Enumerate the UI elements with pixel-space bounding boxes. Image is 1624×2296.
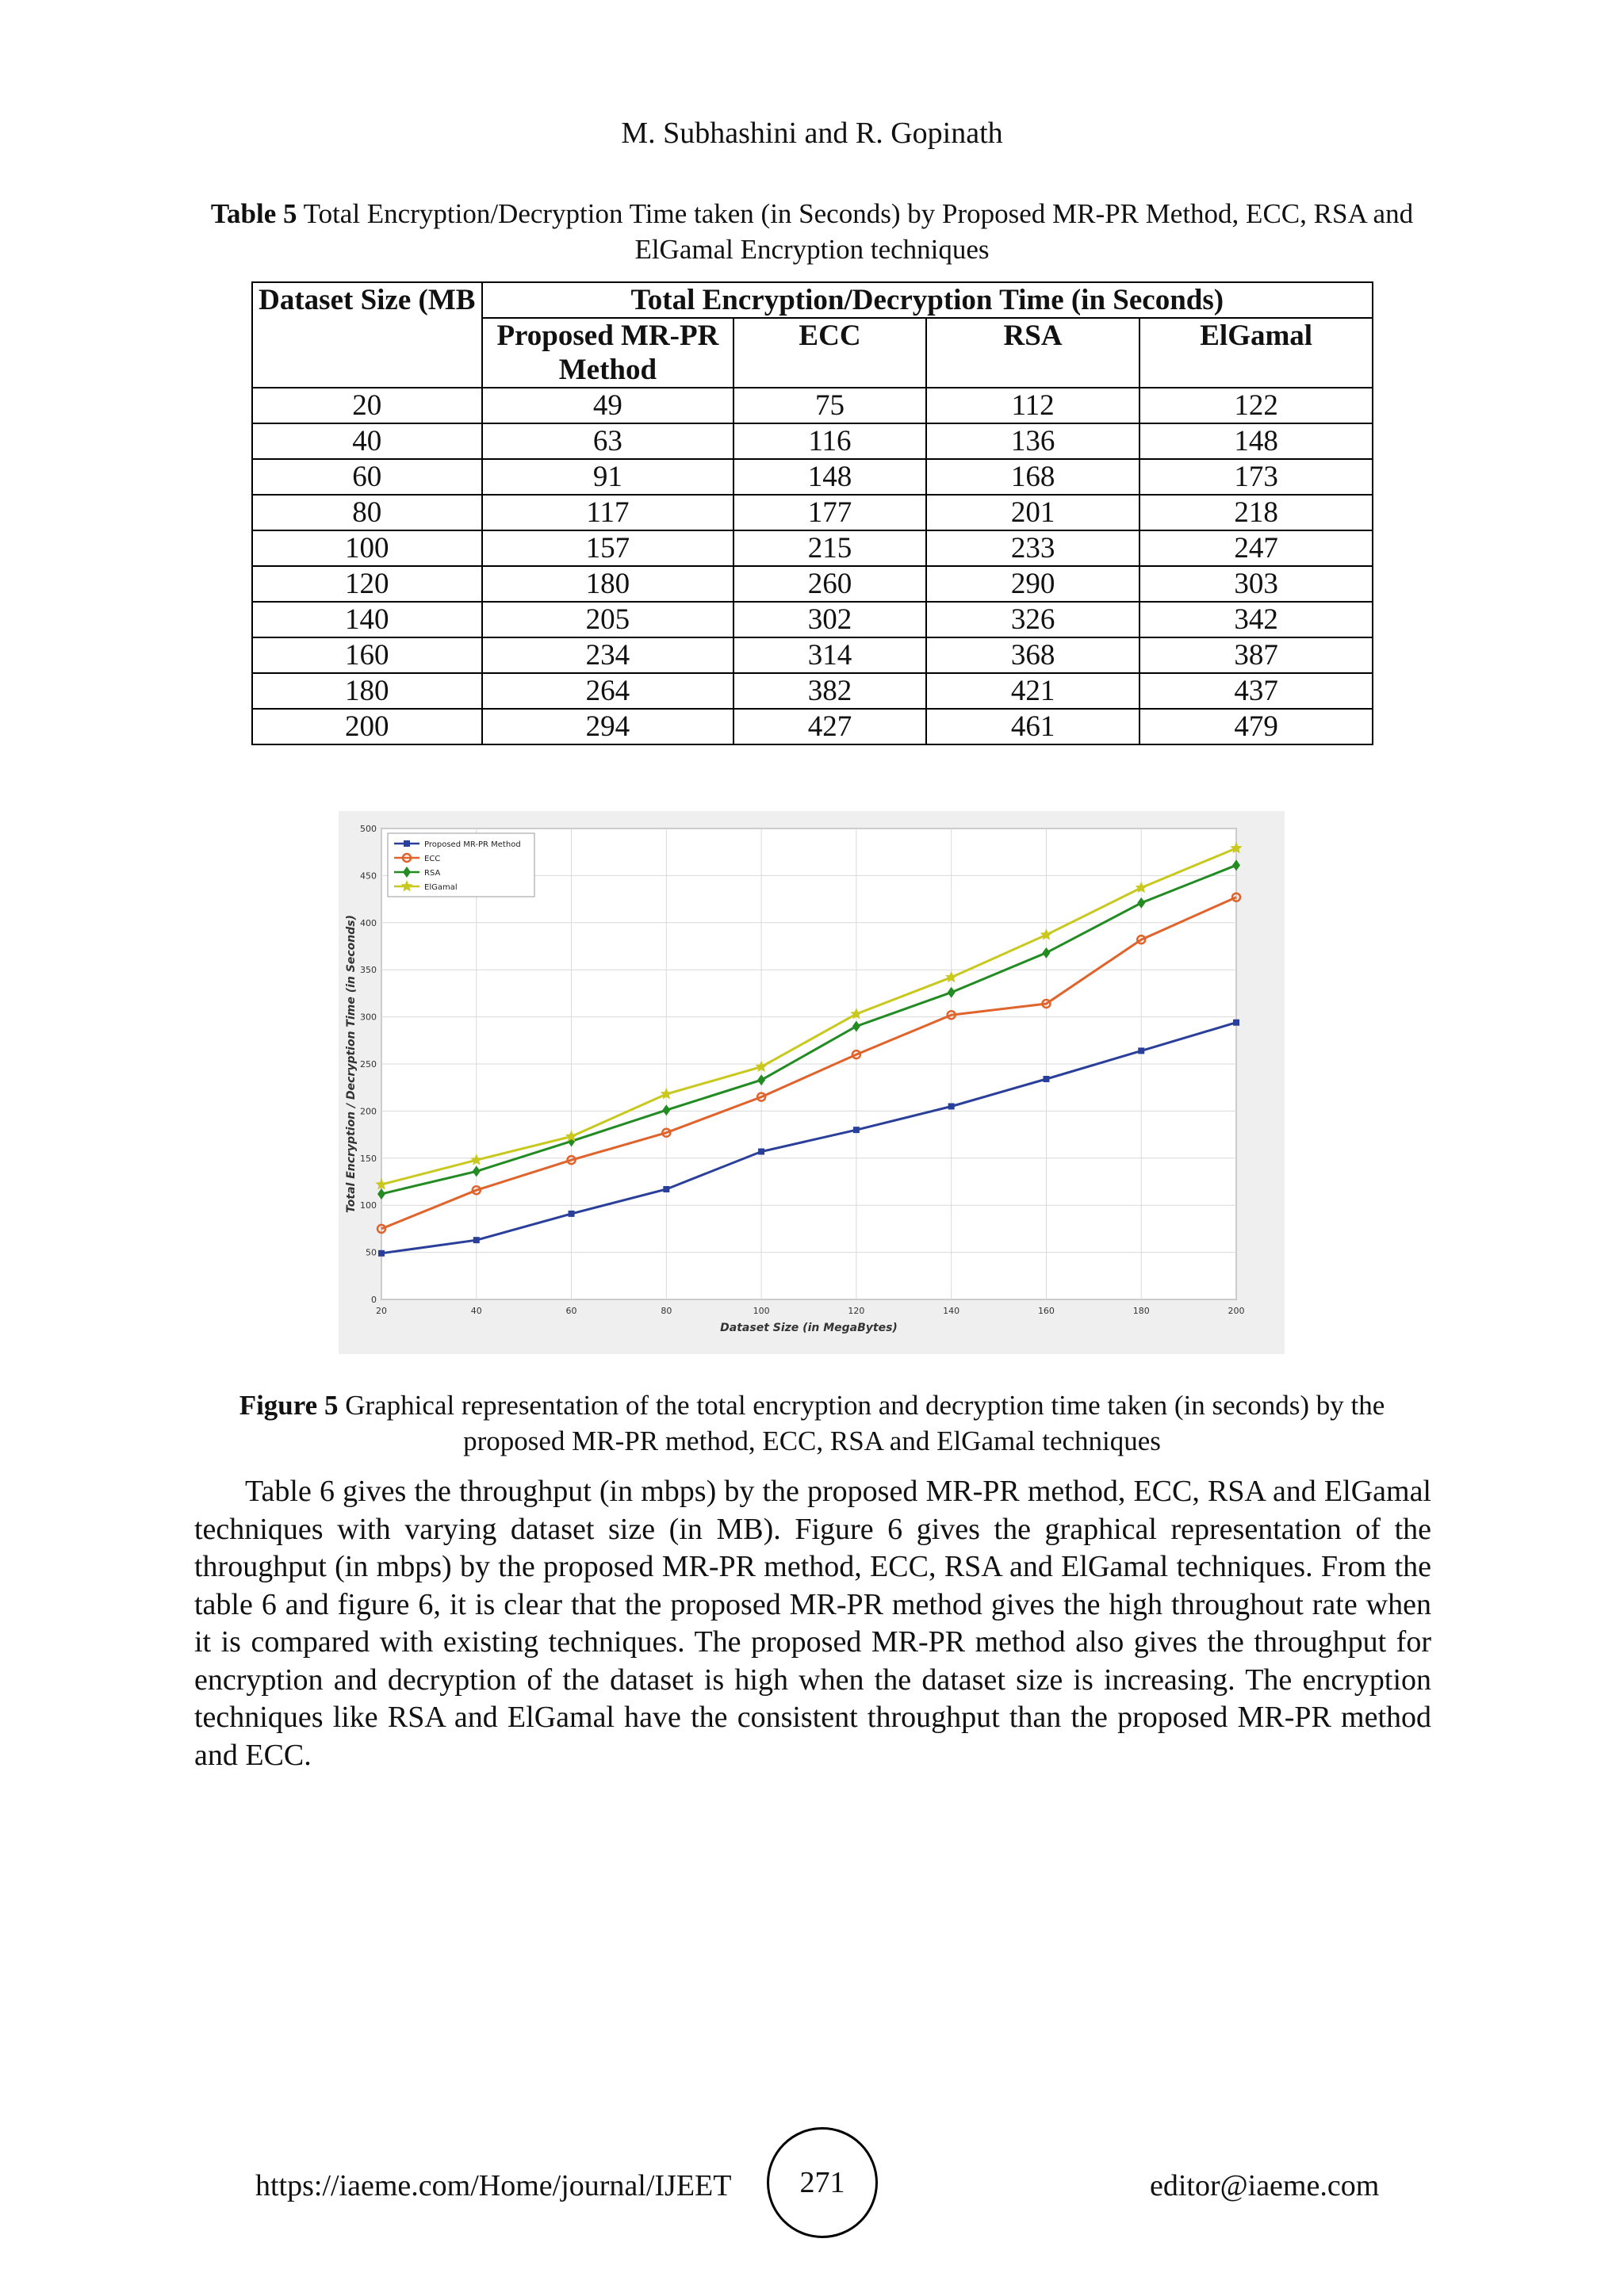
- table-5: [251, 281, 1373, 745]
- table-cell: 314: [733, 637, 926, 673]
- table-cell: 49: [482, 388, 734, 423]
- series-proposed-mr-pr-method-point: [569, 1211, 575, 1217]
- running-header-authors: M. Subhashini and R. Gopinath: [621, 117, 1003, 150]
- table-cell: 260: [733, 566, 926, 602]
- table-cell: 247: [1139, 530, 1373, 566]
- x-axis-label: Dataset Size (in MegaBytes): [720, 1322, 898, 1334]
- table-cell: 200: [252, 709, 482, 744]
- series-proposed-mr-pr-method-point: [948, 1103, 955, 1109]
- table-cell: 326: [926, 602, 1140, 637]
- table-cell: 342: [1139, 602, 1373, 637]
- table-cell: 157: [482, 530, 734, 566]
- header-proposed: Proposed MR-PR Method: [482, 318, 734, 388]
- table-cell: 168: [926, 459, 1140, 495]
- table-cell: 264: [482, 673, 734, 709]
- table-row: [252, 495, 1373, 530]
- footer-journal-url[interactable]: https://iaeme.com/Home/journal/IJEET: [255, 2169, 732, 2202]
- table-5-body: [252, 388, 1373, 744]
- header-time-group: Total Encryption/Decryption Time (in Seconds): [482, 282, 1373, 318]
- table-cell: 201: [926, 495, 1140, 530]
- figure-5-chart: [339, 811, 1285, 1354]
- legend-marker: [404, 840, 410, 847]
- table-cell: 112: [926, 388, 1140, 423]
- table-cell: 180: [252, 673, 482, 709]
- table-row: [252, 423, 1373, 459]
- table-row: [252, 637, 1373, 673]
- table-cell: 40: [252, 423, 482, 459]
- table-cell: 75: [733, 388, 926, 423]
- figure-5-label: Figure 5: [239, 1390, 339, 1421]
- footer-email[interactable]: editor@iaeme.com: [1150, 2169, 1380, 2202]
- table-cell: 160: [252, 637, 482, 673]
- legend-entry: Proposed MR-PR Method: [424, 840, 521, 849]
- table-cell: 122: [1139, 388, 1373, 423]
- y-tick-label: 350: [360, 965, 377, 976]
- x-tick-label: 160: [1037, 1306, 1055, 1316]
- legend-entry: ElGamal: [424, 883, 458, 892]
- table-cell: 180: [482, 566, 734, 602]
- x-tick-label: 140: [943, 1306, 960, 1316]
- header-ecc: ECC: [733, 318, 926, 388]
- table-5-caption-text: Total Encryption/Decryption Time taken (in Seconds) by Proposed MR-PR Method, ECC, RSA and ElGamal Encryption techniques: [297, 198, 1414, 265]
- table-cell: 120: [252, 566, 482, 602]
- table-cell: 136: [926, 423, 1140, 459]
- series-proposed-mr-pr-method-point: [663, 1186, 669, 1192]
- y-tick-label: 200: [360, 1106, 377, 1117]
- y-tick-label: 450: [360, 871, 377, 882]
- figure-5-caption: [198, 1387, 1426, 1459]
- series-proposed-mr-pr-method-point: [1043, 1076, 1049, 1082]
- x-tick-label: 80: [661, 1306, 672, 1316]
- chart-legend: [388, 833, 534, 897]
- table-cell: 387: [1139, 637, 1373, 673]
- table-5-label: Table 5: [210, 198, 297, 229]
- table-cell: 117: [482, 495, 734, 530]
- body-paragraph: Table 6 gives the throughput (in mbps) by the proposed MR-PR method, ECC, RSA and ElGamal techniques with varying dataset size (in MB). Figure 6 gives the graphical representation of the throughput (in mbps) by the proposed MR-PR method, ECC, RSA and ElGamal techniques. From the table 6 and figure 6, it is clear that the proposed MR-PR method gives the high throughout rate when it is compared with existing techniques. The proposed MR-PR method also gives the throughput for encryption and decryption of the dataset is high when the dataset size is increasing. The encryption techniques like RSA and ElGamal have the consistent throughput than the proposed MR-PR method and ECC.: [194, 1475, 1431, 1772]
- series-proposed-mr-pr-method-point: [378, 1250, 385, 1257]
- y-tick-label: 500: [360, 824, 377, 834]
- y-axis-label: Total Encryption / Decryption Time (in Seconds): [345, 915, 358, 1213]
- y-tick-label: 100: [360, 1200, 377, 1211]
- table-cell: 205: [482, 602, 734, 637]
- table-row: [252, 602, 1373, 637]
- table-cell: 368: [926, 637, 1140, 673]
- series-proposed-mr-pr-method-point: [853, 1127, 860, 1133]
- table-cell: 63: [482, 423, 734, 459]
- x-tick-label: 100: [753, 1306, 770, 1316]
- table-cell: 100: [252, 530, 482, 566]
- table-row: [252, 388, 1373, 423]
- y-tick-label: 250: [360, 1059, 377, 1070]
- table-cell: 234: [482, 637, 734, 673]
- table-cell: 116: [733, 423, 926, 459]
- table-cell: 290: [926, 566, 1140, 602]
- y-tick-label: 400: [360, 917, 377, 928]
- line-chart: [339, 811, 1285, 1354]
- table-cell: 140: [252, 602, 482, 637]
- table-row: [252, 709, 1373, 744]
- table-cell: 461: [926, 709, 1140, 744]
- table-row: [252, 459, 1373, 495]
- table-row: [252, 566, 1373, 602]
- legend-entry: ECC: [424, 855, 441, 863]
- table-5-caption: [198, 196, 1426, 267]
- table-cell: 148: [733, 459, 926, 495]
- y-tick-label: 300: [360, 1012, 377, 1023]
- header-dataset-size: Dataset Size (MB: [252, 282, 482, 388]
- figure-5-caption-text: Graphical representation of the total encryption and decryption time taken (in seconds) by the proposed MR-PR method, ECC, RSA and ElGamal techniques: [338, 1390, 1385, 1456]
- series-proposed-mr-pr-method-point: [1138, 1047, 1144, 1054]
- table-cell: 218: [1139, 495, 1373, 530]
- table-cell: 173: [1139, 459, 1373, 495]
- table-row: [252, 530, 1373, 566]
- series-proposed-mr-pr-method-point: [758, 1148, 764, 1154]
- table-cell: 437: [1139, 673, 1373, 709]
- y-tick-label: 150: [360, 1153, 377, 1164]
- legend-entry: RSA: [424, 869, 441, 878]
- x-tick-label: 200: [1228, 1306, 1245, 1316]
- table-cell: 177: [733, 495, 926, 530]
- x-tick-label: 20: [376, 1306, 387, 1316]
- table-cell: 382: [733, 673, 926, 709]
- y-tick-label: 0: [371, 1295, 377, 1305]
- series-proposed-mr-pr-method-point: [473, 1237, 480, 1243]
- table-cell: 479: [1139, 709, 1373, 744]
- table-cell: 427: [733, 709, 926, 744]
- table-cell: 302: [733, 602, 926, 637]
- y-tick-label: 50: [366, 1247, 377, 1258]
- table-cell: 60: [252, 459, 482, 495]
- header-elgamal: ElGamal: [1139, 318, 1373, 388]
- table-cell: 294: [482, 709, 734, 744]
- x-tick-label: 120: [848, 1306, 865, 1316]
- x-tick-label: 40: [470, 1306, 482, 1316]
- table-cell: 215: [733, 530, 926, 566]
- table-cell: 91: [482, 459, 734, 495]
- table-cell: 303: [1139, 566, 1373, 602]
- table-row: [252, 673, 1373, 709]
- table-cell: 421: [926, 673, 1140, 709]
- series-proposed-mr-pr-method-point: [1233, 1020, 1239, 1026]
- table-cell: 233: [926, 530, 1140, 566]
- page-number: 271: [767, 2127, 878, 2238]
- header-rsa: RSA: [926, 318, 1140, 388]
- x-tick-label: 180: [1132, 1306, 1150, 1316]
- table-cell: 80: [252, 495, 482, 530]
- x-tick-label: 60: [565, 1306, 577, 1316]
- table-cell: 148: [1139, 423, 1373, 459]
- table-cell: 20: [252, 388, 482, 423]
